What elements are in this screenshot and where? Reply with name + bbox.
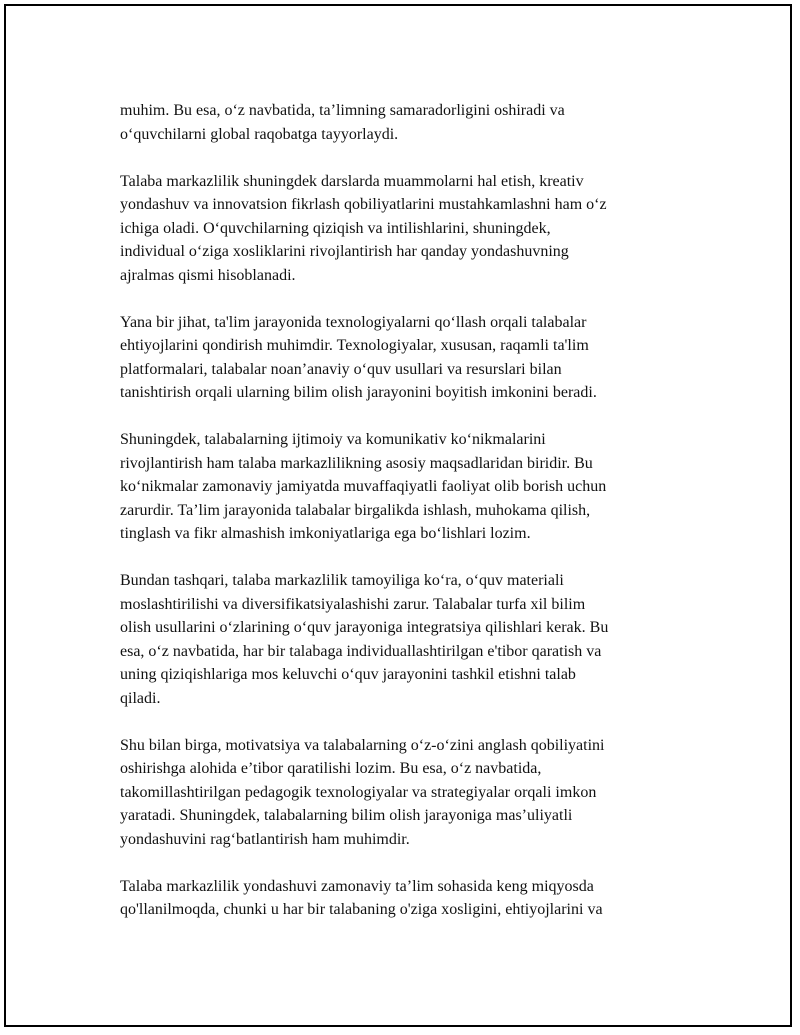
text-line: rivojlantirish ham talaba markazlilikning asosiy maqsadlaridan biridir. Bu [120, 454, 593, 472]
text-line: tinglash va fikr almashish imkoniyatlariga ega bo‘lishlari lozim. [120, 525, 531, 542]
text-line: uning qiziqishlariga mos keluvchi o‘quv jarayonini tashkil etishni talab [120, 666, 576, 683]
text-line: Talaba markazlilik shuningdek darslarda muammolarni hal etish, kreativ [120, 172, 584, 190]
text-line: yaratadi. Shuningdek, talabalarning bilim olish jarayoniga mas’uliyatli [120, 807, 573, 824]
text-line: tanishtirish orqali ularning bilim olish jarayonini boyitish imkonini beradi. [120, 384, 597, 401]
paragraph-2 [120, 170, 680, 288]
text-line: Shuningdek, talabalarning ijtimoiy va komunikativ ko‘nikmalarini [120, 431, 546, 448]
text-line: individual o‘ziga xosliklarini rivojlantirish har qanday yondashuvning [120, 243, 569, 260]
paragraph-3 [120, 311, 680, 405]
text-line: ehtiyojlarini qondirish muhimdir. Texnologiyalar, xususan, raqamli ta'lim [120, 337, 589, 354]
paragraph-5 [120, 569, 680, 710]
paragraph-4 [120, 428, 680, 546]
paragraph-7 [120, 875, 680, 922]
document-body [120, 99, 680, 945]
text-line: yondashuv va innovatsion fikrlash qobiliyatlarini mustahkamlashni ham o‘z [120, 196, 607, 213]
text-line: Shu bilan birga, motivatsiya va talabalarning o‘z-o‘zini anglash qobiliyatini [120, 736, 605, 754]
text-line: o‘quvchilarni global raqobatga tayyorlaydi. [120, 125, 399, 143]
page-border [4, 4, 792, 1027]
text-line: Bundan tashqari, talaba markazlilik tamoyiliga ko‘ra, o‘quv materiali [120, 572, 564, 589]
text-line: qiladi. [120, 689, 161, 707]
text-line: zarurdir. Ta’lim jarayonida talabalar birgalikda ishlash, muhokama qilish, [120, 501, 591, 519]
text-line: muhim. Bu esa, o‘z navbatida, ta’limning samaradorligini oshiradi va [120, 102, 565, 119]
text-line: Yana bir jihat, ta'lim jarayonida texnologiyalarni qo‘llash orqali talabalar [120, 313, 587, 331]
text-line: oshirishga alohida e’tibor qaratilishi lozim. Bu esa, o‘z navbatida, [120, 760, 542, 777]
paragraph-6 [120, 734, 680, 852]
text-line: takomillashtirilgan pedagogik texnologiyalar va strategiyalar orqali imkon [120, 783, 597, 801]
text-line: esa, o‘z navbatida, har bir talabaga individuallashtirilgan e'tibor qaratish va [120, 642, 602, 660]
paragraph-1 [120, 99, 680, 146]
text-line: qo'llanilmoqda, chunki u har bir talabaning o'ziga xosligini, ehtiyojlarini va [120, 901, 603, 918]
text-line: platformalari, talabalar noan’anaviy o‘quv usullari va resurslari bilan [120, 360, 562, 378]
text-line: moslashtirilishi va diversifikatsiyalashishi zarur. Talabalar turfa xil bilim [120, 595, 586, 613]
text-line: ajralmas qismi hisoblanadi. [120, 266, 296, 284]
text-line: Talaba markazlilik yondashuvi zamonaviy ta’lim sohasida keng miqyosda [120, 877, 594, 895]
text-line: ichiga oladi. O‘quvchilarning qiziqish va intilishlarini, shuningdek, [120, 219, 551, 237]
text-line: olish usullarini o‘zlarining o‘quv jarayoniga integratsiya qilishlari kerak. Bu [120, 619, 609, 636]
text-line: yondashuvini rag‘batlantirish ham muhimdir. [120, 830, 410, 848]
text-line: ko‘nikmalar zamonaviy jamiyatda muvaffaqiyatli faoliyat olib borish uchun [120, 478, 607, 495]
